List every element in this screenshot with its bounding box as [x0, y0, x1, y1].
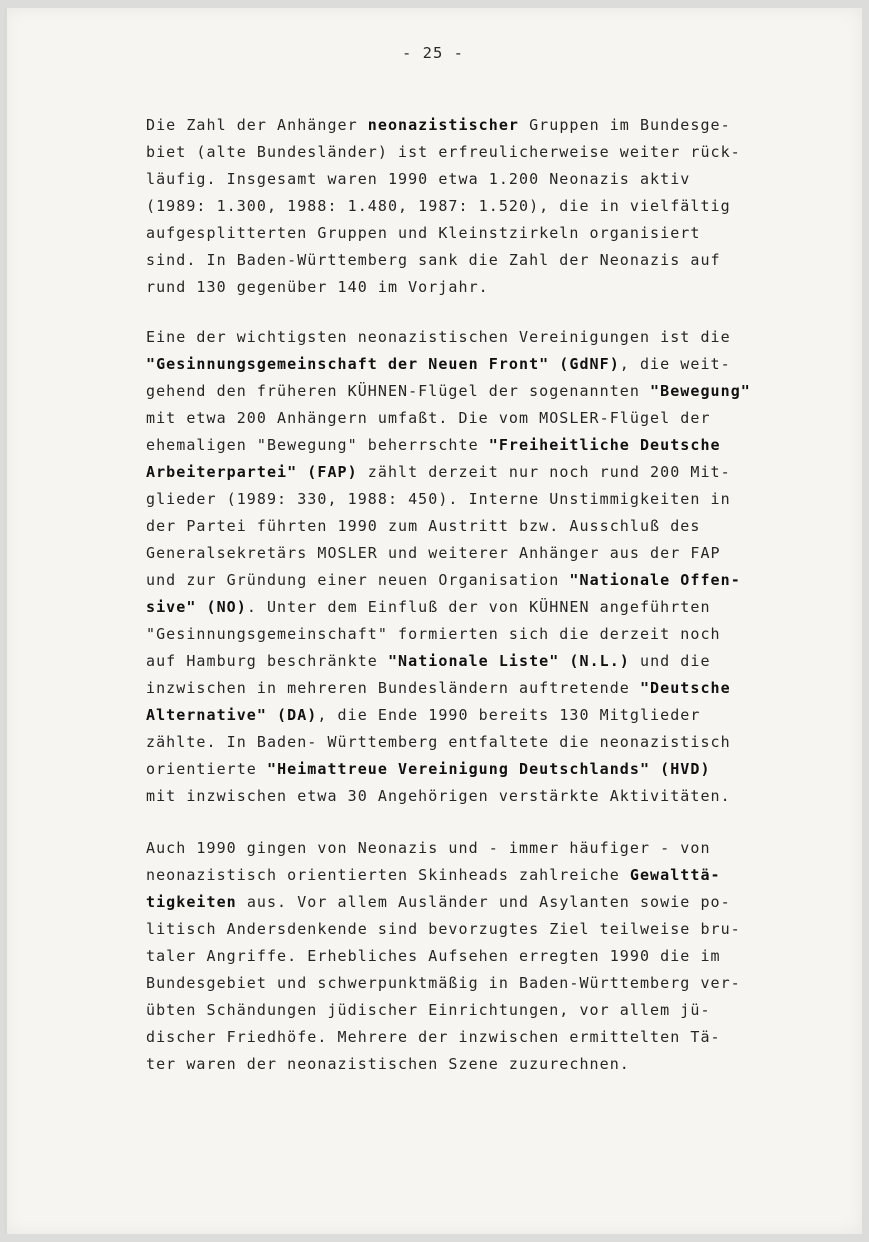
- document-page: [4, 8, 862, 1234]
- emphasis-text: "Heimattreue Vereinigung Deutschlands" (HVD): [266, 760, 711, 778]
- text-line: litisch Andersdenkende sind bevorzugtes Ziel teilweise bru-: [146, 920, 741, 938]
- emphasis-text: "Nationale Liste" (N.L.): [387, 652, 630, 670]
- text-line: der Partei führten 1990 zum Austritt bzw. Ausschluß des: [146, 517, 701, 535]
- text-line: läufig. Insgesamt waren 1990 etwa 1.200 Neonazis aktiv: [146, 170, 691, 188]
- emphasis-text: Alternative" (DA): [146, 706, 318, 724]
- text-line: "Gesinnungsgemeinschaft der Neuen Front" (GdNF), die weit-: [146, 355, 731, 373]
- text-line: mit etwa 200 Anhängern umfaßt. Die vom MOSLER-Flügel der: [146, 409, 711, 427]
- text-line: tigkeiten aus. Vor allem Ausländer und Asylanten sowie po-: [146, 893, 731, 911]
- text-line: gehend den früheren KÜHNEN-Flügel der sogenannten "Bewegung": [146, 382, 751, 400]
- emphasis-text: "Bewegung": [650, 382, 751, 400]
- text-line: inzwischen in mehreren Bundesländern auftretende "Deutsche: [146, 679, 731, 697]
- text-line: taler Angriffe. Erhebliches Aufsehen erregten 1990 die im: [146, 947, 721, 965]
- emphasis-text: Gewalttä-: [629, 866, 721, 884]
- text-line: "Gesinnungsgemeinschaft" formierten sich die derzeit noch: [146, 625, 721, 643]
- text-line: discher Friedhöfe. Mehrere der inzwischen ermittelten Tä-: [146, 1028, 721, 1046]
- emphasis-text: "Nationale Offen-: [569, 571, 741, 589]
- text-line: neonazistisch orientierten Skinheads zahlreiche Gewalttä-: [146, 866, 721, 884]
- text-line: Generalsekretärs MOSLER und weiterer Anhänger aus der FAP: [146, 544, 721, 562]
- paragraph-neonazi-membership: [146, 112, 786, 301]
- text-line: ter waren der neonazistischen Szene zuzurechnen.: [146, 1055, 630, 1073]
- paragraph-neonazi-organizations: [146, 324, 786, 810]
- text-line: übten Schändungen jüdischer Einrichtungen, vor allem jü-: [146, 1001, 711, 1019]
- text-line: Auch 1990 gingen von Neonazis und - immer häufiger - von: [146, 839, 711, 857]
- emphasis-text: "Gesinnungsgemeinschaft der Neuen Front" (GdNF): [146, 355, 620, 373]
- text-line: rund 130 gegenüber 140 im Vorjahr.: [146, 278, 489, 296]
- text-line: sind. In Baden-Württemberg sank die Zahl der Neonazis auf: [146, 251, 721, 269]
- emphasis-text: sive" (NO): [146, 598, 247, 616]
- paragraph-violence: [146, 835, 786, 1078]
- text-line: und zur Gründung einer neuen Organisation "Nationale Offen-: [146, 571, 741, 589]
- text-line: orientierte "Heimattreue Vereinigung Deutschlands" (HVD): [146, 760, 711, 778]
- text-line: glieder (1989: 330, 1988: 450). Interne Unstimmigkeiten in: [146, 490, 731, 508]
- text-line: sive" (NO). Unter dem Einfluß der von KÜHNEN angeführten: [146, 598, 711, 616]
- text-line: (1989: 1.300, 1988: 1.480, 1987: 1.520), die in vielfältig: [146, 197, 731, 215]
- emphasis-text: "Deutsche: [639, 679, 731, 697]
- text-line: ehemaligen "Bewegung" beherrschte "Freiheitliche Deutsche: [146, 436, 721, 454]
- page-number: - 25 -: [402, 44, 464, 62]
- emphasis-text: "Freiheitliche Deutsche: [488, 436, 721, 454]
- text-line: zählte. In Baden- Württemberg entfaltete die neonazistisch: [146, 733, 731, 751]
- text-line: mit inzwischen etwa 30 Angehörigen verstärkte Aktivitäten.: [146, 787, 731, 805]
- emphasis-text: tigkeiten: [146, 893, 237, 911]
- emphasis-text: Arbeiterpartei" (FAP): [146, 463, 358, 481]
- text-line: Bundesgebiet und schwerpunktmäßig in Baden-Württemberg ver-: [146, 974, 741, 992]
- text-line: Eine der wichtigsten neonazistischen Vereinigungen ist die: [146, 328, 731, 346]
- text-line: auf Hamburg beschränkte "Nationale Liste" (N.L.) und die: [146, 652, 711, 670]
- text-line: biet (alte Bundesländer) ist erfreulicherweise weiter rück-: [146, 143, 741, 161]
- emphasis-text: neonazistischer: [367, 116, 519, 134]
- text-line: aufgesplitterten Gruppen und Kleinstzirkeln organisiert: [146, 224, 701, 242]
- text-line: Alternative" (DA), die Ende 1990 bereits 130 Mitglieder: [146, 706, 701, 724]
- scan-edge: [4, 8, 7, 1234]
- text-line: Arbeiterpartei" (FAP) zählt derzeit nur noch rund 200 Mit-: [146, 463, 731, 481]
- text-line: Die Zahl der Anhänger neonazistischer Gruppen im Bundesge-: [146, 116, 731, 134]
